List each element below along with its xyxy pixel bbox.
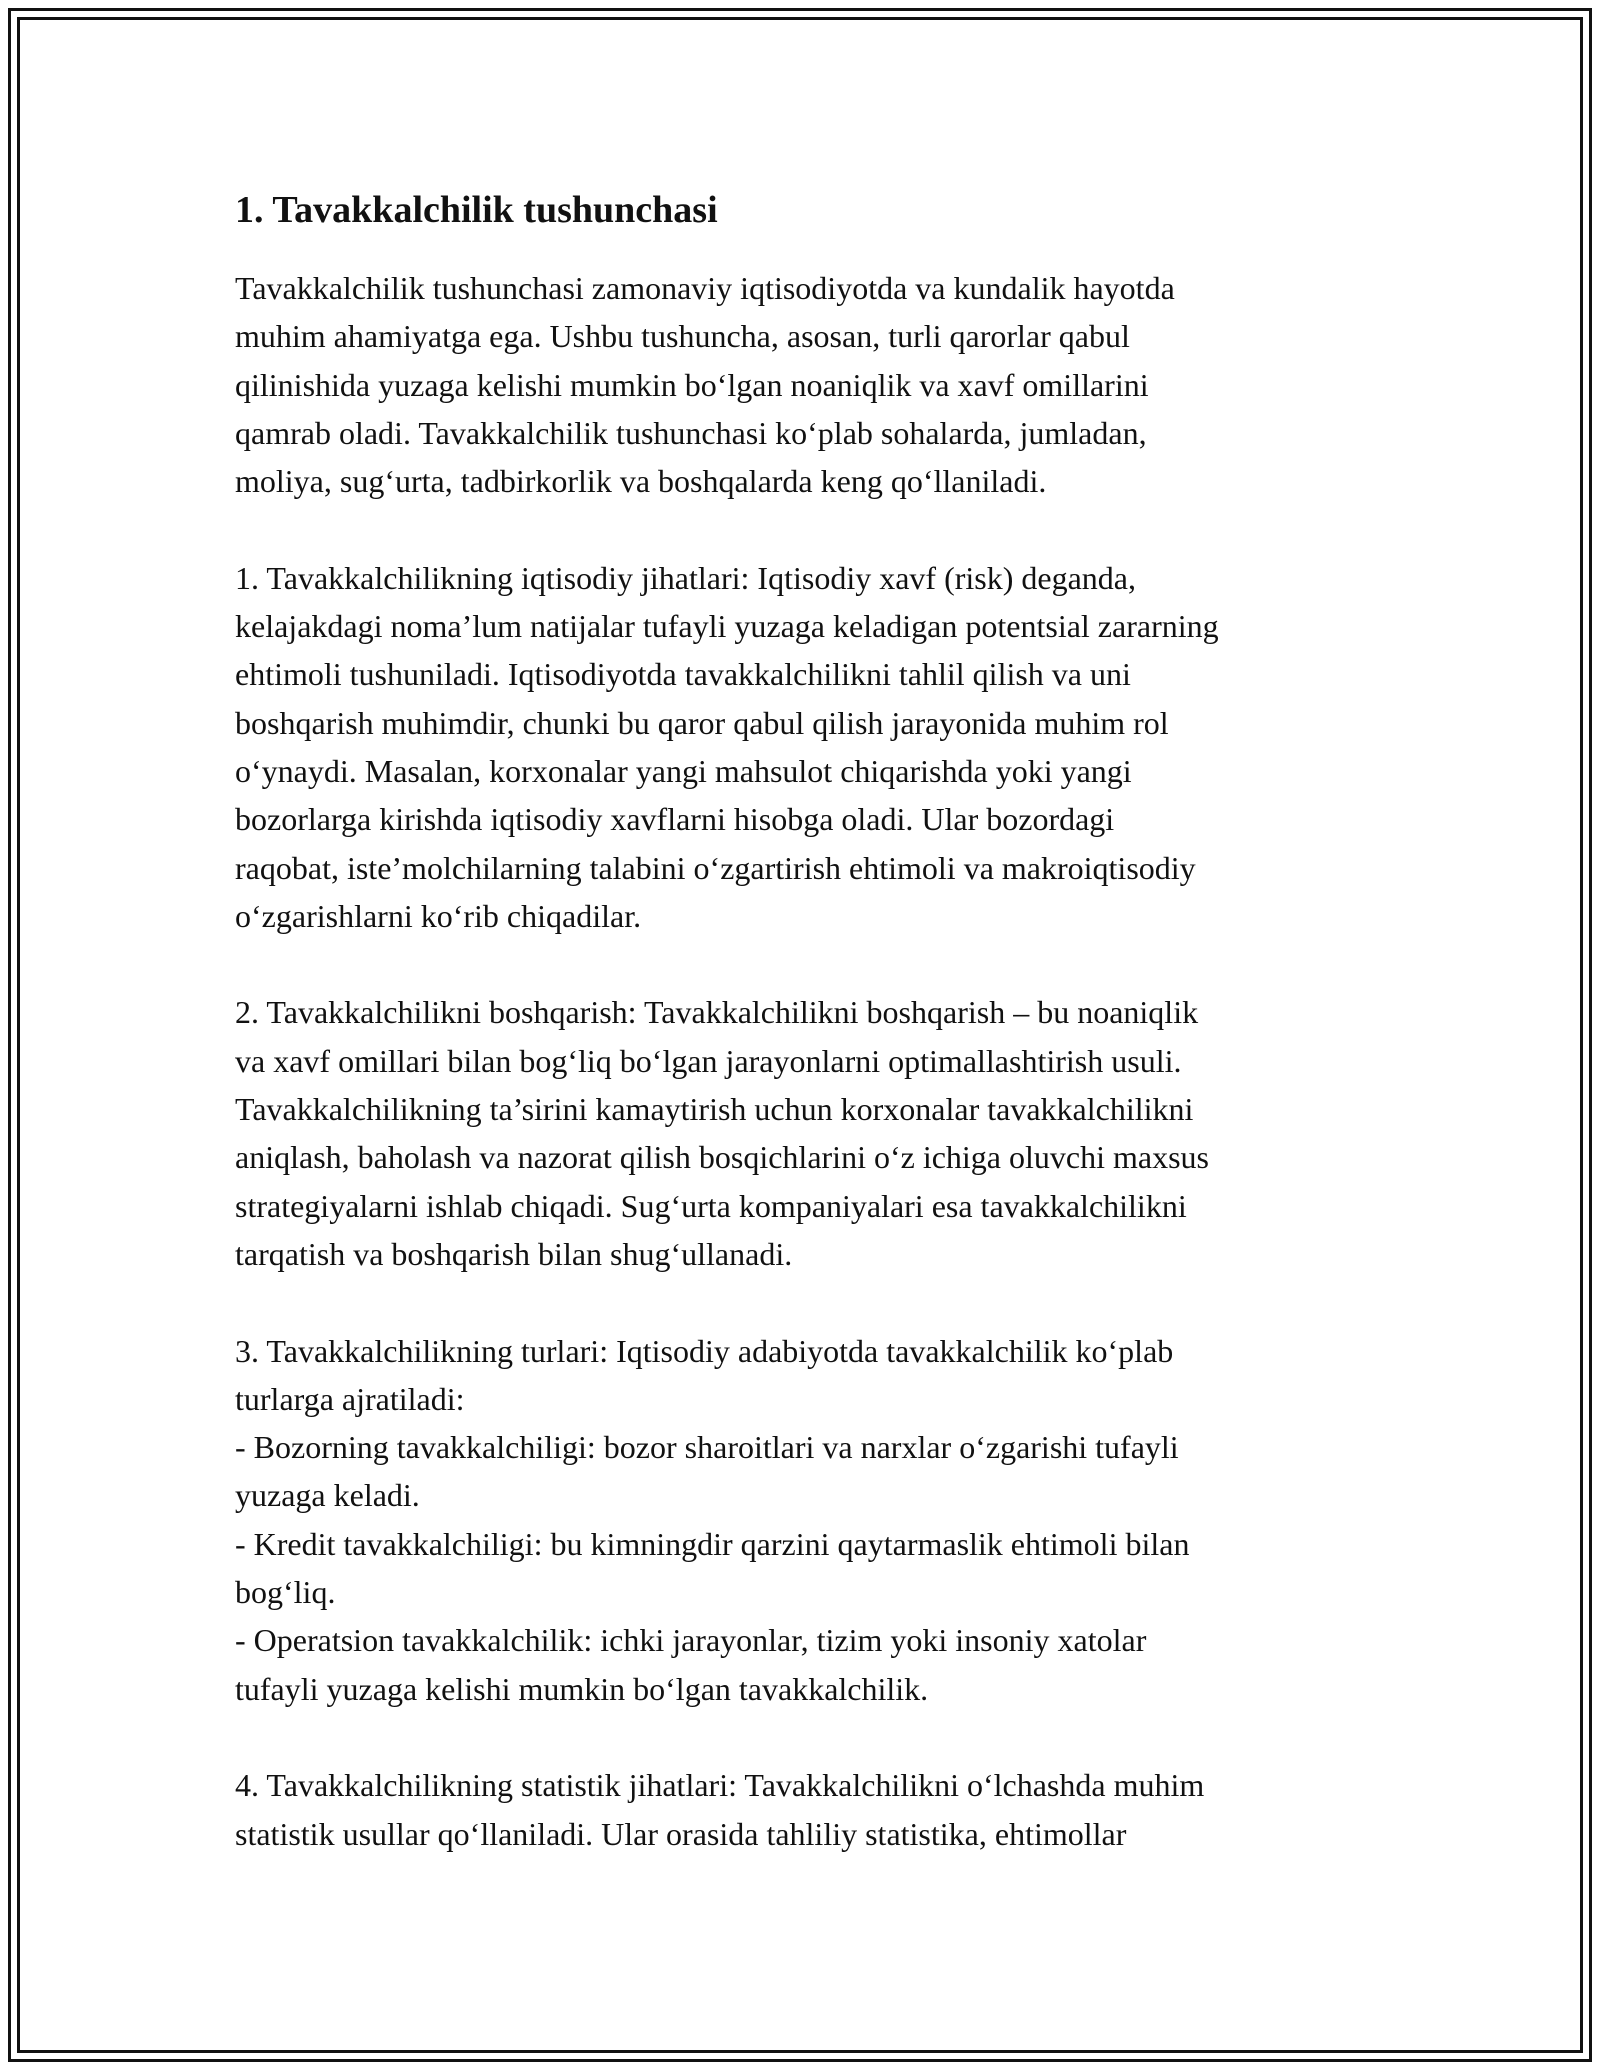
section-economic-aspects: 1. Tavakkalchilikning iqtisodiy jihatlari: Iqtisodiy xavf (risk) deganda, kelajakdagi noma’lum natijalar tufayli yuzaga keladigan potentsial zararning ehtimoli tushuniladi. Iqtisodiyotda tavakkalchilikni tahlil qilish va uni boshqarish muhimdir, chunki bu qaror qabul qilish jarayonida muhim rol o‘ynaydi. Masalan, korxonalar yangi mahsulot chiqarishda yoki yangi bozorlarga kirishda iqtisodiy xavflarni hisobga oladi. Ular bozordagi raqobat, iste’molchilarning talabini o‘zgartirish ehtimoli va makroiqtisodiy o‘zgarishlarni ko‘rib chiqadilar.	[235, 559, 1219, 934]
section-risk-types: 3. Tavakkalchilikning turlari: Iqtisodiy adabiyotda tavakkalchilik ko‘plab turlarga ajratiladi: - Bozorning tavakkalchiligi: bozor sharoitlari va narxlar o‘zgarishi tufayli yuzaga keladi. - Kredit tavakkalchiligi: bu kimningdir qarzini qaytarmaslik ehtimoli bilan bog‘liq. - Operatsion tavakkalchilik: ichki jarayonlar, tizim yoki insoniy xatolar tufayli yuzaga kelishi mumkin bo‘lgan tavakkalchilik.	[235, 1332, 1190, 1707]
paragraph-gap	[235, 940, 1375, 988]
document-body	[235, 186, 1375, 1858]
paragraph-gap	[235, 1278, 1375, 1326]
paragraph-gap	[235, 1713, 1375, 1761]
section-risk-management: 2. Tavakkalchilikni boshqarish: Tavakkalchilikni boshqarish – bu noaniqlik va xavf omillari bilan bog‘liq bo‘lgan jarayonlarni optimallashtirish usuli. Tavakkalchilikning ta’sirini kamaytirish uchun korxonalar tavakkalchilikni aniqlash, baholash va nazorat qilish bosqichlarini o‘z ichiga oluvchi maxsus strategiyalarni ishlab chiqadi. Sug‘urta kompaniyalari esa tavakkalchilikni tarqatish va boshqarish bilan shug‘ullanadi.	[235, 994, 1209, 1272]
intro-paragraph: Tavakkalchilik tushunchasi zamonaviy iqtisodiyotda va kundalik hayotda muhim ahamiyatga ega. Ushbu tushuncha, asosan, turli qarorlar qabul qilinishida yuzaga kelishi mumkin bo‘lgan noaniqlik va xavf omillarini qamrab oladi. Tavakkalchilik tushunchasi ko‘plab sohalarda, jumladan, moliya, sug‘urta, tadbirkorlik va boshqalarda keng qo‘llaniladi.	[235, 270, 1175, 500]
document-title: 1. Tavakkalchilik tushunchasi	[235, 189, 718, 231]
section-statistical-aspects: 4. Tavakkalchilikning statistik jihatlari: Tavakkalchilikni o‘lchashda muhim statistik usullar qo‘llaniladi. Ular orasida tahliliy statistika, ehtimollar	[235, 1767, 1205, 1852]
paragraph-gap	[235, 505, 1375, 553]
